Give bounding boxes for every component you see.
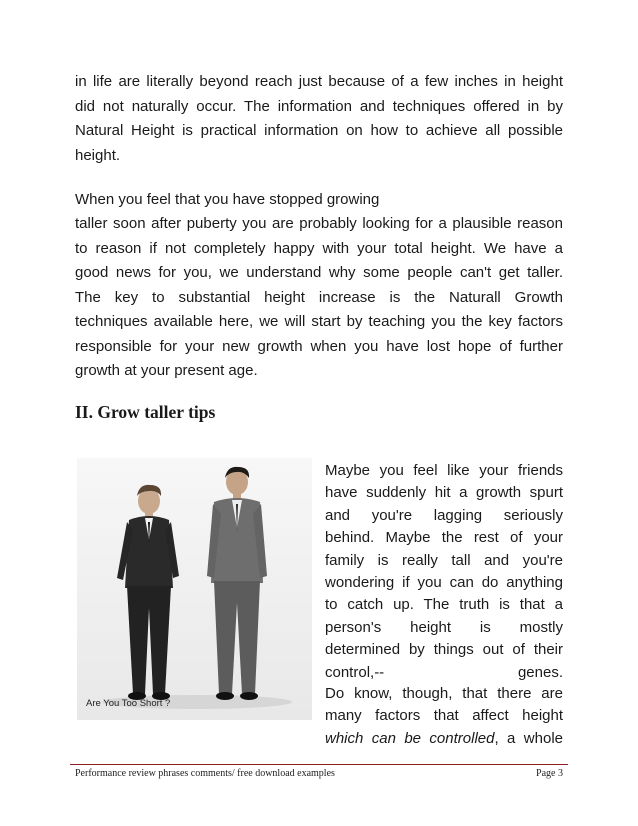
text-line: person's height is mostly <box>325 618 563 636</box>
photo-illustration <box>77 458 312 720</box>
side-column-paragraph <box>325 460 563 684</box>
two-men-photo <box>77 458 312 720</box>
text-line: to catch up. The truth is that a <box>325 596 563 614</box>
text-line: Maybe you feel like your friends <box>325 462 563 479</box>
text-line: growth at your present age. <box>75 362 258 379</box>
text-line: behind. Maybe the rest of your <box>325 529 563 547</box>
text-line: did not naturally occur. The information and techniques offered in by <box>75 97 563 115</box>
text-line: Natural Height is practical information on how to achieve all possible <box>75 122 563 139</box>
text-line: taller soon after puberty you are probably looking for a plausible reason <box>75 215 563 232</box>
text-line: to reason if not completely happy with your total height. We have a <box>75 239 563 257</box>
text-fragment: , a whole <box>494 729 563 747</box>
body-paragraph <box>75 212 563 384</box>
text-line: and you're lagging seriously <box>325 506 563 524</box>
paragraph-lead-line <box>75 188 563 213</box>
text-line <box>325 728 563 750</box>
photo-caption: Are You Too Short ? <box>86 698 171 709</box>
text-line: responsible for your new growth when you have lost hope of further <box>75 337 563 355</box>
italic-phrase: which can be controlled <box>325 729 495 747</box>
footer-rule <box>70 764 568 765</box>
text-line: determined by things out of their <box>325 641 563 659</box>
text-line: The key to substantial height increase is the Naturall Growth <box>75 288 563 306</box>
text-line: have suddenly hit a growth spurt <box>325 484 563 502</box>
page-number: Page 3 <box>536 768 563 779</box>
text-line: in life are literally beyond reach just because of a few inches in height <box>75 73 563 90</box>
text-line: many factors that affect height <box>325 707 563 725</box>
text-line: height. <box>75 146 121 164</box>
intro-paragraph <box>75 70 563 168</box>
text-line: family is really tall and you're <box>325 551 563 569</box>
text-line: wondering if you can do anything <box>325 574 563 592</box>
section-heading: II. Grow taller tips <box>75 402 216 422</box>
footer-text: Performance review phrases comments/ free download examples <box>75 768 335 779</box>
text-line: Do know, though, that there are <box>325 685 563 702</box>
text-line: When you feel that you have stopped growing <box>75 191 380 208</box>
text-line: good news for you, we understand why some people can't get taller. <box>75 264 563 281</box>
side-column-paragraph-2 <box>325 683 563 750</box>
text-line: control,-- genes. <box>325 663 563 681</box>
text-line: techniques available here, we will start by teaching you the key factors <box>75 313 563 330</box>
